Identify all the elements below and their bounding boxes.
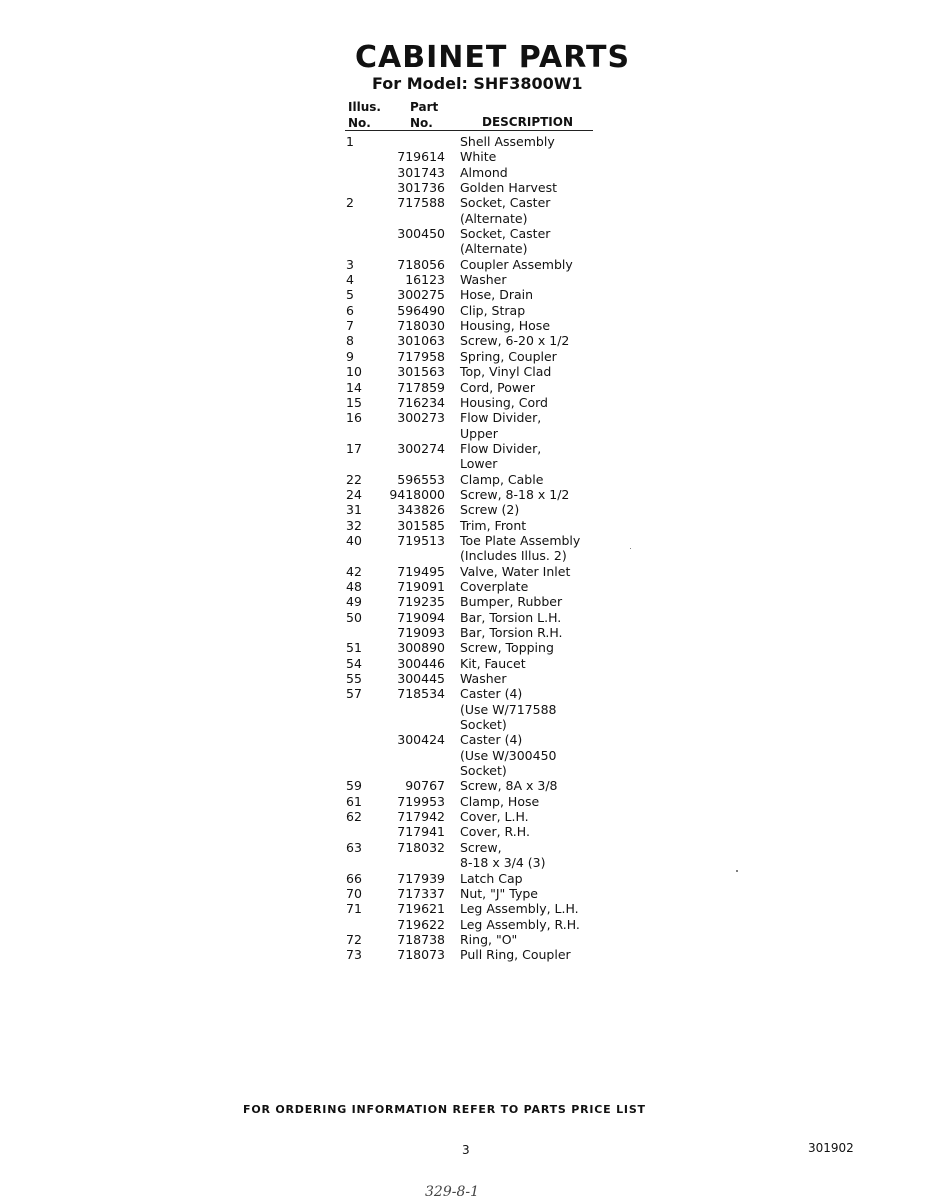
description-cell: Leg Assembly, R.H. [460, 916, 580, 932]
description-cell: Screw, Topping [460, 640, 554, 656]
table-row [340, 241, 600, 256]
description-cell: Valve, Water Inlet [460, 563, 571, 579]
table-row [340, 502, 600, 517]
table-row [340, 610, 600, 625]
illus-no-cell: 55 [346, 671, 362, 687]
table-row [340, 656, 600, 671]
illus-no-cell [340, 625, 387, 640]
description-cell: Housing, Cord [460, 394, 548, 410]
part-no-cell: 718073 [397, 947, 445, 963]
part-no-cell [387, 763, 453, 778]
table-row [340, 487, 600, 502]
part-no-cell: 596490 [397, 302, 445, 318]
illus-no-cell: 51 [346, 640, 362, 656]
description-cell: Kit, Faucet [460, 655, 526, 671]
illus-no-cell [340, 211, 387, 226]
illus-no-cell: 57 [346, 686, 362, 702]
illus-no-cell [340, 763, 387, 778]
description-cell: Housing, Hose [460, 318, 551, 334]
illus-no-cell [340, 165, 387, 180]
illus-no-cell: 63 [346, 839, 362, 855]
table-row [340, 441, 600, 456]
table-row [340, 594, 600, 609]
description-cell: Latch Cap [460, 870, 523, 886]
table-row [340, 778, 600, 793]
illus-no-cell: 15 [346, 394, 362, 410]
scan-speck [630, 548, 631, 549]
table-row [340, 932, 600, 947]
part-no-cell: 718534 [397, 686, 445, 702]
table-row [340, 395, 600, 410]
table-row [340, 226, 600, 241]
illus-no-cell [340, 717, 387, 732]
part-no-cell: 301743 [397, 164, 445, 180]
part-no-cell: 717588 [397, 195, 445, 211]
description-cell: Trim, Front [460, 517, 527, 533]
illus-no-cell [340, 180, 387, 195]
description-cell: Screw, 6-20 x 1/2 [460, 333, 570, 349]
part-no-cell: 301736 [397, 180, 445, 196]
description-cell: Nut, "J" Type [460, 885, 538, 901]
table-row [340, 272, 600, 287]
part-no-cell: 90767 [405, 778, 445, 794]
illus-no-cell: 50 [346, 609, 362, 625]
description-cell: (Alternate) [460, 241, 528, 257]
description-cell: Clamp, Cable [460, 471, 544, 487]
table-row [340, 947, 600, 962]
header-illus-no: Illus. No. [348, 100, 381, 130]
part-no-cell: 301563 [397, 364, 445, 380]
illus-no-cell: 73 [346, 947, 362, 963]
table-row [340, 917, 600, 932]
part-no-cell: 300445 [397, 671, 445, 687]
table-row [340, 364, 600, 379]
table-row [340, 717, 600, 732]
description-cell: (Use W/300450 [460, 747, 557, 763]
description-cell: Pull Ring, Coupler [460, 947, 571, 963]
part-no-cell: 719093 [397, 625, 445, 640]
description-cell: Almond [460, 164, 508, 180]
part-no-cell: 717942 [397, 809, 445, 825]
description-cell: 8-18 x 3/4 (3) [460, 855, 546, 871]
table-row [340, 472, 600, 487]
table-row [340, 349, 600, 364]
part-no-cell: 300446 [397, 655, 445, 671]
table-row [340, 809, 600, 824]
table-row [340, 671, 600, 686]
illus-no-cell: 14 [346, 379, 362, 395]
part-no-cell: 719495 [397, 563, 445, 579]
description-cell: Top, Vinyl Clad [460, 364, 552, 380]
table-row [340, 134, 600, 149]
illus-no-cell: 54 [346, 655, 362, 671]
description-cell: (Use W/717588 [460, 701, 557, 717]
illus-no-cell: 22 [346, 471, 362, 487]
part-no-cell [387, 426, 453, 441]
description-cell: Bumper, Rubber [460, 594, 563, 610]
description-cell: Toe Plate Assembly [460, 532, 581, 548]
table-row [340, 763, 600, 778]
document-number: 301902 [808, 1141, 854, 1155]
description-cell: White [460, 149, 497, 165]
table-row [340, 318, 600, 333]
part-no-cell: 300450 [397, 226, 445, 242]
description-cell: Clip, Strap [460, 302, 526, 318]
part-no-cell: 717958 [397, 348, 445, 364]
description-cell: Screw (2) [460, 502, 520, 518]
description-cell: Cord, Power [460, 379, 535, 395]
table-row [340, 840, 600, 855]
table-row [340, 149, 600, 164]
description-cell: Lower [460, 456, 498, 472]
description-cell: Coupler Assembly [460, 256, 573, 272]
description-cell: Washer [460, 272, 507, 288]
description-cell: Socket, Caster [460, 195, 551, 211]
part-no-cell: 719094 [397, 609, 445, 625]
table-row [340, 426, 600, 441]
part-no-cell: 718030 [397, 318, 445, 334]
illus-no-cell: 24 [346, 486, 362, 502]
illus-no-cell: 9 [346, 348, 354, 364]
part-no-cell [387, 855, 453, 870]
table-row [340, 211, 600, 226]
table-row [340, 625, 600, 640]
illus-no-cell: 32 [346, 517, 362, 533]
table-row [340, 180, 600, 195]
illus-no-cell [340, 824, 387, 839]
part-no-cell [387, 456, 453, 471]
illus-no-cell [340, 149, 387, 164]
illus-no-cell: 1 [346, 134, 354, 149]
description-cell: Caster (4) [460, 686, 523, 702]
part-no-cell [387, 211, 453, 226]
table-row [340, 640, 600, 655]
table-row [340, 748, 600, 763]
illus-no-cell: 4 [346, 272, 354, 288]
description-cell: Ring, "O" [460, 931, 518, 947]
description-cell: Flow Divider, [460, 410, 542, 426]
table-row [340, 333, 600, 348]
illus-no-cell: 72 [346, 931, 362, 947]
illus-no-cell: 2 [346, 195, 354, 211]
handwritten-mark: 329-8-1 [425, 1184, 479, 1200]
table-row [340, 287, 600, 302]
part-no-cell: 719622 [397, 916, 445, 932]
table-row [340, 824, 600, 839]
illus-no-cell: 17 [346, 440, 362, 456]
part-no-cell: 718738 [397, 931, 445, 947]
part-no-cell: 717939 [397, 870, 445, 886]
description-cell: Spring, Coupler [460, 348, 557, 364]
illus-no-cell: 49 [346, 594, 362, 610]
part-no-cell: 300424 [397, 732, 445, 748]
description-cell: Cover, R.H. [460, 824, 530, 840]
description-cell: Socket) [460, 763, 507, 779]
part-no-cell: 718056 [397, 256, 445, 272]
part-no-cell: 300890 [397, 640, 445, 656]
illus-no-cell: 48 [346, 578, 362, 594]
description-cell: Flow Divider, [460, 440, 542, 456]
table-row [340, 257, 600, 272]
table-row [340, 303, 600, 318]
part-no-cell [387, 702, 453, 717]
part-no-cell: 717859 [397, 379, 445, 395]
illus-no-cell: 62 [346, 809, 362, 825]
part-no-cell: 719953 [397, 793, 445, 809]
description-cell: Clamp, Hose [460, 793, 540, 809]
description-cell: Shell Assembly [460, 134, 555, 149]
part-no-cell: 718032 [397, 839, 445, 855]
part-no-cell: 717337 [397, 885, 445, 901]
table-row [340, 410, 600, 425]
part-no-cell: 716234 [397, 394, 445, 410]
part-no-cell: 301063 [397, 333, 445, 349]
illus-no-cell: 40 [346, 532, 362, 548]
description-cell: Leg Assembly, L.H. [460, 901, 579, 917]
page-number: 3 [462, 1143, 470, 1157]
illus-no-cell [340, 548, 387, 563]
description-cell: Caster (4) [460, 732, 523, 748]
part-no-cell: 9418000 [389, 486, 445, 502]
part-no-cell [387, 134, 453, 149]
table-row [340, 380, 600, 395]
illus-no-cell [340, 241, 387, 256]
part-no-cell: 16123 [405, 272, 445, 288]
table-row [340, 871, 600, 886]
description-cell: Washer [460, 671, 507, 687]
table-row [340, 165, 600, 180]
part-no-cell [387, 748, 453, 763]
table-row [340, 456, 600, 471]
table-row [340, 886, 600, 901]
illus-no-cell [340, 748, 387, 763]
illus-no-cell: 16 [346, 410, 362, 426]
illus-no-cell: 3 [346, 256, 354, 272]
description-cell: Golden Harvest [460, 180, 558, 196]
description-cell: (Alternate) [460, 210, 528, 226]
part-no-cell: 719621 [397, 901, 445, 917]
description-cell: Upper [460, 425, 498, 441]
illus-no-cell: 6 [346, 302, 354, 318]
scan-speck [736, 870, 738, 872]
illus-no-cell [340, 702, 387, 717]
illus-no-cell: 31 [346, 502, 362, 518]
description-cell: Bar, Torsion R.H. [460, 625, 563, 640]
illus-no-cell [340, 426, 387, 441]
model-subtitle: For Model: SHF3800W1 [372, 74, 583, 93]
part-no-cell: 300273 [397, 410, 445, 426]
header-description: DESCRIPTION [482, 115, 574, 129]
illus-no-cell [340, 917, 387, 932]
table-row [340, 901, 600, 916]
illus-no-cell: 5 [346, 287, 354, 303]
table-row [340, 702, 600, 717]
part-no-cell: 719235 [397, 594, 445, 610]
part-no-cell [387, 548, 453, 563]
part-no-cell: 596553 [397, 471, 445, 487]
table-row [340, 686, 600, 701]
description-cell: Hose, Drain [460, 287, 534, 303]
part-no-cell: 301585 [397, 517, 445, 533]
table-row [340, 195, 600, 210]
illus-no-cell [340, 855, 387, 870]
illus-no-cell: 66 [346, 870, 362, 886]
ordering-footer: FOR ORDERING INFORMATION REFER TO PARTS PRICE LIST [243, 1103, 646, 1116]
description-cell: Screw, [460, 839, 502, 855]
illus-no-cell: 7 [346, 318, 354, 334]
parts-list [340, 134, 600, 963]
illus-no-cell: 8 [346, 333, 354, 349]
illus-no-cell: 70 [346, 885, 362, 901]
illus-no-cell [340, 456, 387, 471]
table-row [340, 518, 600, 533]
description-cell: (Includes Illus. 2) [460, 548, 567, 564]
illus-no-cell [340, 732, 387, 747]
illus-no-cell: 42 [346, 563, 362, 579]
header-part-no: Part No. [410, 100, 439, 130]
table-row [340, 533, 600, 548]
part-no-cell: 343826 [397, 502, 445, 518]
table-row [340, 794, 600, 809]
part-no-cell: 719614 [397, 149, 445, 165]
part-no-cell: 300274 [397, 440, 445, 456]
description-cell: Cover, L.H. [460, 809, 529, 825]
page-title: CABINET PARTS [355, 40, 631, 75]
part-no-cell [387, 241, 453, 256]
part-no-cell: 300275 [397, 287, 445, 303]
description-cell: Bar, Torsion L.H. [460, 609, 562, 625]
illus-no-cell [340, 226, 387, 241]
table-row [340, 855, 600, 870]
illus-no-cell: 59 [346, 778, 362, 794]
description-cell: Screw, 8A x 3/8 [460, 778, 558, 794]
table-row [340, 564, 600, 579]
table-row [340, 579, 600, 594]
illus-no-cell: 71 [346, 901, 362, 917]
header-divider [345, 130, 593, 131]
table-row [340, 732, 600, 747]
description-cell: Socket) [460, 717, 507, 733]
description-cell: Coverplate [460, 578, 529, 594]
illus-no-cell: 10 [346, 364, 362, 380]
table-row [340, 548, 600, 563]
part-no-cell [387, 717, 453, 732]
part-no-cell: 719513 [397, 532, 445, 548]
part-no-cell: 719091 [397, 578, 445, 594]
part-no-cell: 717941 [397, 824, 445, 840]
illus-no-cell: 61 [346, 793, 362, 809]
description-cell: Socket, Caster [460, 226, 551, 242]
description-cell: Screw, 8-18 x 1/2 [460, 486, 570, 502]
